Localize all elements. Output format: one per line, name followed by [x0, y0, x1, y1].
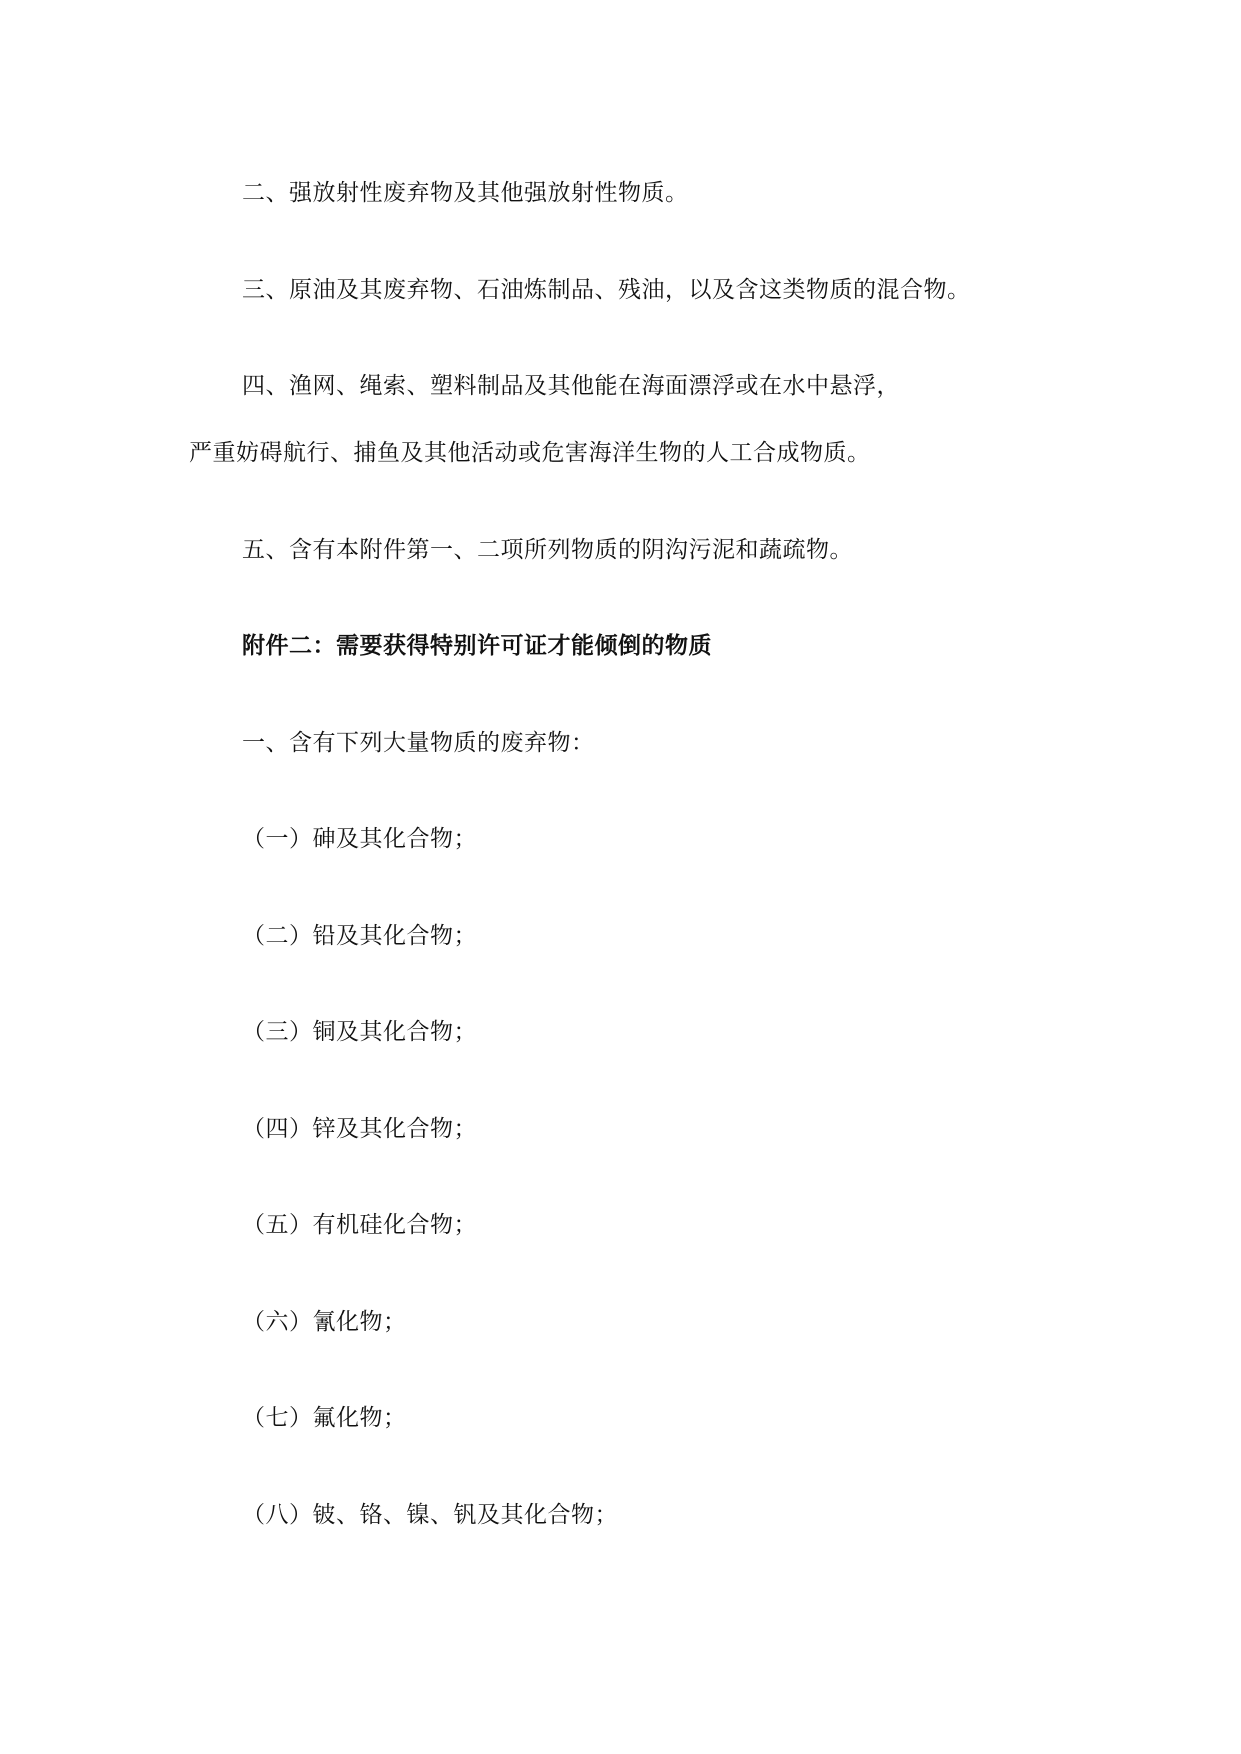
list-item: （一）砷及其化合物； [242, 826, 477, 852]
list-item: （六）氰化物； [242, 1309, 407, 1335]
list-item: （七）氟化物； [242, 1405, 407, 1431]
list-item: （三）铜及其化合物； [242, 1019, 477, 1045]
paragraph-item-5: 五、含有本附件第一、二项所列物质的阴沟污泥和蔬疏物。 [242, 537, 853, 563]
list-item: （四）锌及其化合物； [242, 1116, 477, 1142]
paragraph-item-2: 二、强放射性废弃物及其他强放射性物质。 [242, 180, 689, 206]
section-heading: 附件二：需要获得特别许可证才能倾倒的物质 [242, 633, 712, 659]
paragraph-item-3: 三、原油及其废弃物、石油炼制品、残油，以及含这类物质的混合物。 [242, 277, 971, 303]
list-item: （二）铅及其化合物； [242, 923, 477, 949]
section-intro: 一、含有下列大量物质的废弃物： [242, 730, 595, 756]
paragraph-item-4-line-2: 严重妨碍航行、捕鱼及其他活动或危害海洋生物的人工合成物质。 [189, 440, 871, 466]
paragraph-item-4-line-1: 四、渔网、绳索、塑料制品及其他能在海面漂浮或在水中悬浮， [242, 373, 900, 399]
list-item: （八）铍、铬、镍、钒及其化合物； [242, 1502, 618, 1528]
list-item: （五）有机硅化合物； [242, 1212, 477, 1238]
